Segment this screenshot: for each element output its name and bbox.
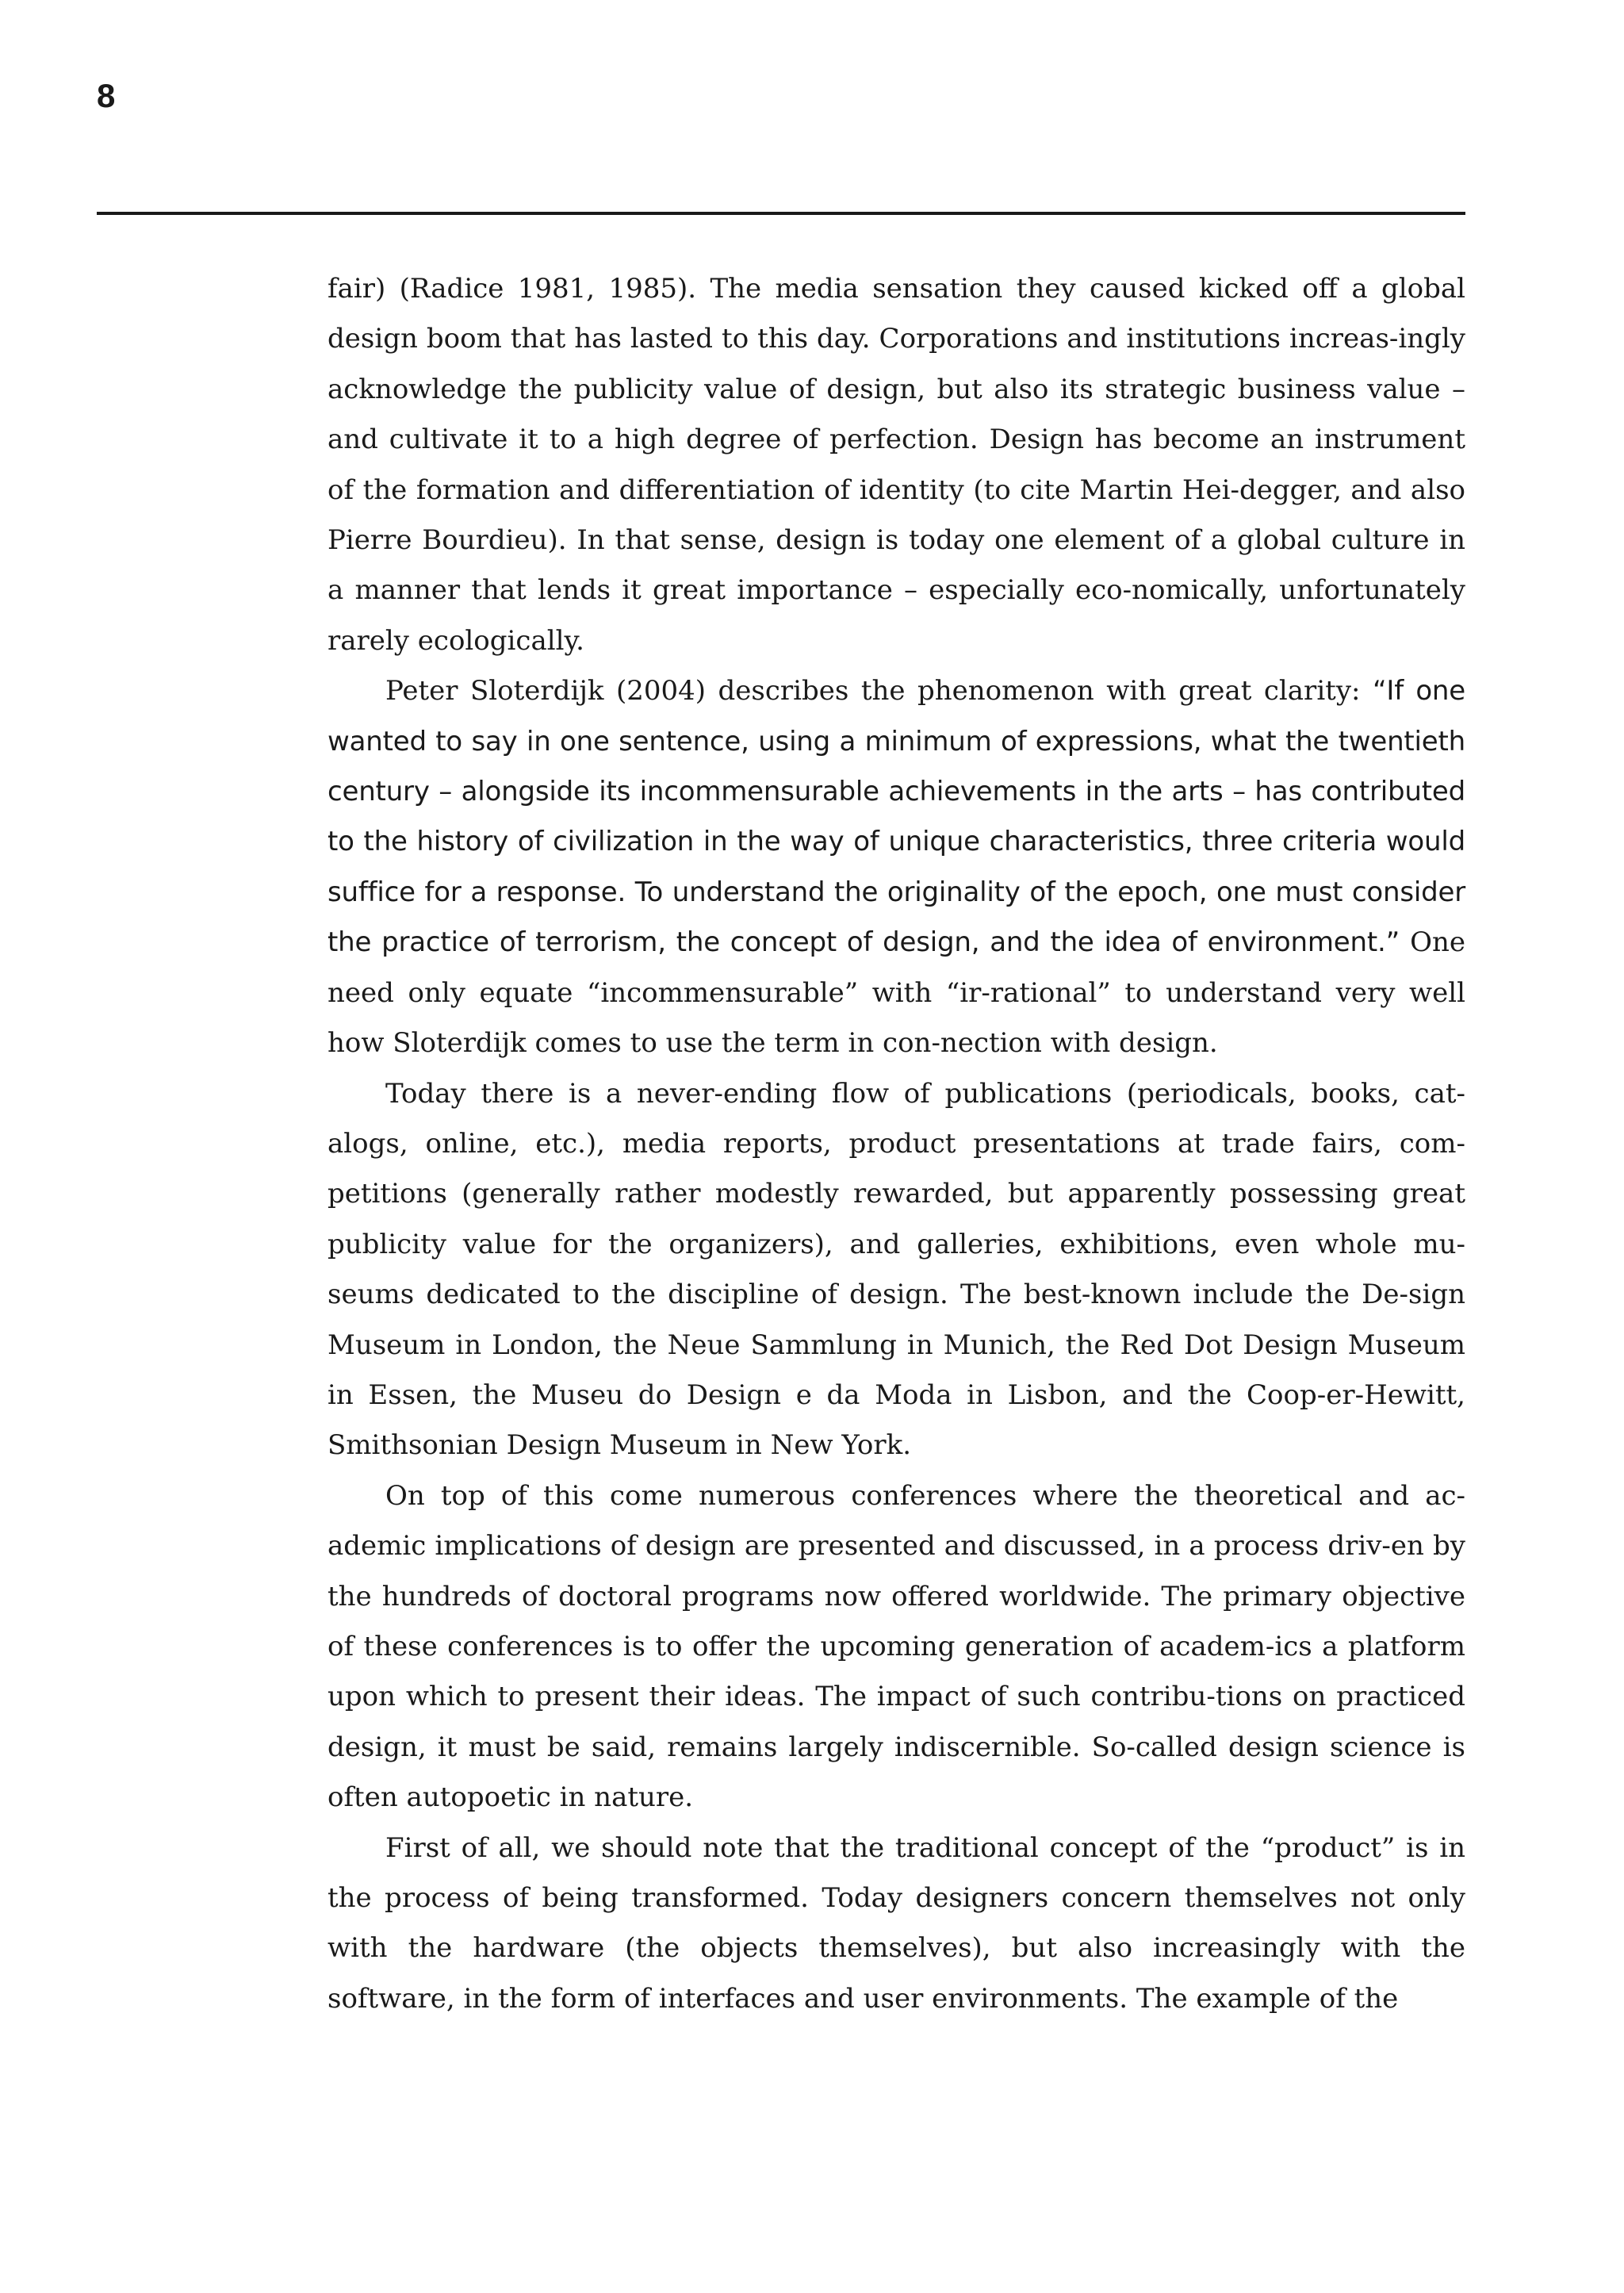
body-text bbox=[327, 264, 1465, 2024]
page-number: 8 bbox=[97, 77, 116, 114]
paragraph-4: On top of this come numerous conferences where the theoretical and ac-ademic implications of design are presented and discussed, in a process driv-en by the hundreds of doctoral programs now offered worldwide. The primary objective of these conferences is to offer the upcoming generation of academ-ics a platform upon which to present their ideas. The impact of such contribu-tions on practiced design, it must be said, remains largely indiscernible. So-called design science is often autopoetic in nature. bbox=[327, 1479, 1465, 1814]
paragraph-1: fair) (Radice 1981, 1985). The media sensation they caused kicked off a global design boom that has lasted to this day. Corporations and institutions increas-ingly acknowledge the publicity value of design, but also its strategic business value – and cultivate it to a high degree of perfection. Design has become an instrument of the formation and differentiation of identity (to cite Martin Hei-degger, and also Pierre Bourdieu). In that sense, design is today one element of a global culture in a manner that lends it great importance – especially eco-nomically, unfortunately rarely ecologically. bbox=[327, 273, 1465, 657]
header-rule bbox=[97, 212, 1465, 215]
paragraph-3: Today there is a never-ending flow of publications (periodicals, books, cat-alogs, online, etc.), media reports, product presentations at trade fairs, com-petitions (generally rather modestly rewarded, but apparently possessing great publicity value for the organizers), and galleries, exhibitions, even whole mu-seums dedicated to the discipline of design. The best-known include the De-sign Museum in London, the Neue Sammlung in Munich, the Red Dot Design Museum in Essen, the Museu do Design e da Moda in Lisbon, and the Coop-er-Hewitt, Smithsonian Design Museum in New York. bbox=[327, 1077, 1465, 1462]
sloterdijk-quote: “If one wanted to say in one sentence, using a minimum of expressions, what the twentieth century – alongside its incommensurable achievements in the arts – has contributed to the history of civilization in the way of unique characteristics, three criteria would suffice for a response. To understand the originality of the epoch, one must consider the practice of terrorism, the concept of design, and the idea of environment.” bbox=[327, 675, 1465, 959]
paragraph-5: First of all, we should note that the traditional concept of the “product” is in the process of being transformed. Today designers concern themselves not only with the hardware (the objects themselves), but also increasingly with the software, in the form of interfaces and user environments. The example of the bbox=[327, 1831, 1465, 2015]
paragraph-2-lead: Peter Sloterdijk (2004) describes the phenomenon with great clarity: bbox=[385, 675, 1373, 707]
paragraph-2 bbox=[327, 666, 1465, 1068]
paragraph-2-tail: One need only equate “incommensurable” with “ir-rational” to understand very well how Sloterdijk comes to use the term in con-nection with design. bbox=[327, 926, 1465, 1060]
